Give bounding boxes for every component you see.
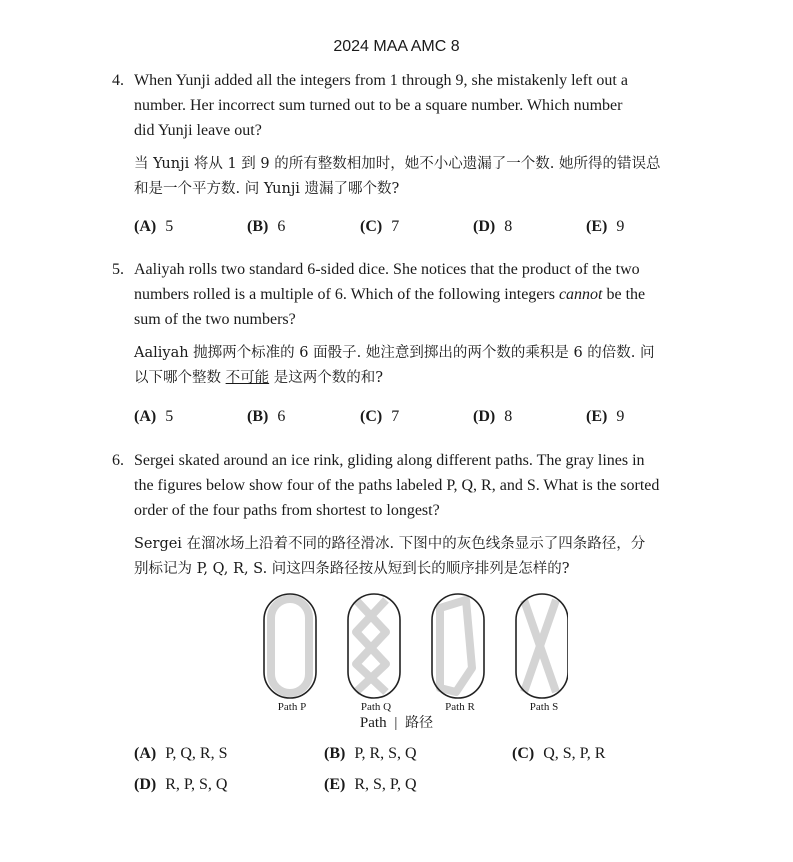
text-line: When Yunji added all the integers from 1 through 9, she mistakenly left out a: [134, 72, 628, 89]
text-line: sum of the two numbers?: [134, 311, 296, 328]
choice-e[interactable]: (E) 9: [586, 408, 625, 425]
question-5: [112, 257, 702, 437]
underlined-text: 不可能: [225, 370, 270, 386]
question-text-en: [134, 448, 704, 523]
choice-c[interactable]: (C) Q, S, P, R: [512, 745, 606, 762]
choice-c[interactable]: (C) 7: [360, 408, 400, 425]
choice-b[interactable]: (B) 6: [247, 218, 286, 235]
choice-e[interactable]: (E) R, S, P, Q: [324, 776, 417, 793]
choice-c[interactable]: (C) 7: [360, 218, 400, 235]
path-r-gray-line: [440, 600, 472, 692]
choice-d[interactable]: (D) R, P, S, Q: [134, 776, 228, 793]
question-6: [112, 448, 702, 588]
emphasis-text: cannot: [558, 286, 603, 303]
path-q-gray-line-2: [356, 600, 386, 692]
choice-b[interactable]: (B) 6: [247, 408, 286, 425]
question-text-zh: [134, 152, 704, 202]
path-p-figure: [264, 594, 316, 698]
text-fragment: numbers rolled is a multiple of 6. Which of the following integers: [134, 286, 555, 303]
text-fragment: 以下哪个整数: [134, 370, 221, 386]
text-line: order of the four paths from shortest to longest?: [134, 502, 440, 519]
question-text-en: [134, 257, 704, 332]
text-line: Sergei 在溜冰场上沿着不同的路径滑冰. 下图中的灰色线条显示了四条路径，分: [134, 536, 646, 552]
question-text-zh: [134, 532, 704, 582]
path-label-s: Path S: [529, 701, 559, 713]
choice-a[interactable]: (A) P, Q, R, S: [134, 745, 228, 762]
choice-b[interactable]: (B) P, R, S, Q: [324, 745, 417, 762]
path-q-figure: [348, 594, 400, 698]
text-line: did Yunji leave out?: [134, 122, 262, 139]
choice-a[interactable]: (A) 5: [134, 218, 174, 235]
choice-d[interactable]: (D) 8: [473, 218, 513, 235]
text-line: [134, 366, 704, 391]
paths-figure: [258, 592, 568, 712]
question-number: 6.: [112, 452, 124, 469]
text-line: number. Her incorrect sum turned out to be a square number. Which number: [134, 97, 623, 114]
text-line: 和是一个平方数. 问 Yunji 遗漏了哪个数?: [134, 181, 400, 197]
path-s-figure: [516, 594, 568, 698]
text-line: [134, 282, 704, 307]
path-label-q: Path Q: [360, 701, 392, 713]
path-label-p: Path P: [277, 701, 307, 713]
caption-en: Path: [359, 715, 387, 731]
choice-a[interactable]: (A) 5: [134, 408, 174, 425]
path-p-gray-line: [271, 599, 309, 693]
text-fragment: be the: [606, 286, 646, 303]
choice-d[interactable]: (D) 8: [473, 408, 513, 425]
path-r-figure: [432, 594, 484, 698]
text-line: 别标记为 P, Q, R, S. 问这四条路径按从短到长的顺序排列是怎样的?: [134, 561, 570, 577]
question-4: [112, 68, 702, 248]
text-line: 当 Yunji 将从 1 到 9 的所有整数相加时，她不小心遗漏了一个数. 她所得的错误总: [134, 156, 661, 172]
question-text-zh: [134, 341, 704, 391]
caption-separator: |: [394, 715, 398, 731]
choice-e[interactable]: (E) 9: [586, 218, 625, 235]
text-line: Aaliyah 抛掷两个标准的 6 面骰子. 她注意到掷出的两个数的乘积是 6 的倍数. 问: [134, 345, 655, 361]
caption-zh: 路径: [405, 715, 434, 731]
page-header: 2024 MAA AMC 8: [333, 38, 460, 55]
text-line: Sergei skated around an ice rink, gliding along different paths. The gray lines in: [134, 452, 645, 469]
text-line: Aaliyah rolls two standard 6-sided dice. She notices that the product of the two: [134, 261, 640, 278]
text-fragment: 是这两个数的和?: [273, 370, 383, 386]
question-text-en: [134, 68, 704, 143]
figure-caption: [0, 712, 793, 732]
question-number: 5.: [112, 261, 124, 278]
text-line: the figures below show four of the paths labeled P, Q, R, and S. What is the sorted: [134, 477, 660, 494]
question-number: 4.: [112, 72, 124, 89]
path-label-r: Path R: [445, 701, 475, 713]
